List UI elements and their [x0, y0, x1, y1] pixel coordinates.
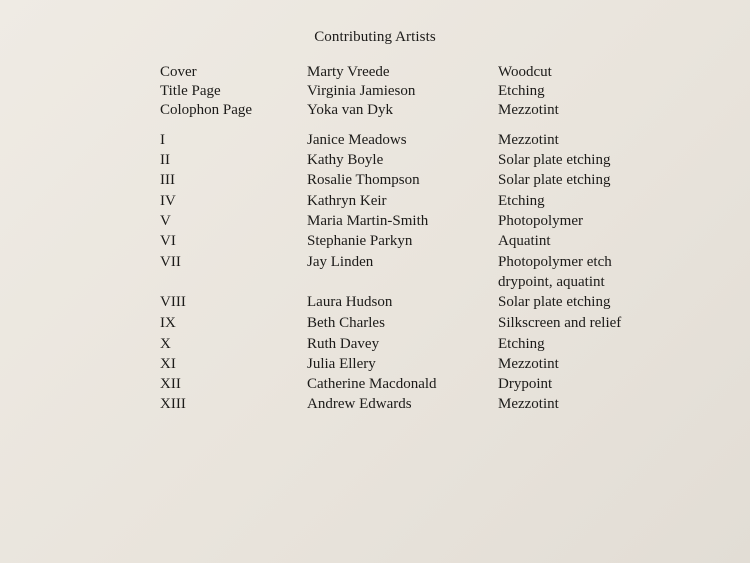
artist-name: Marty Vreede: [307, 64, 390, 80]
section-label: Colophon Page: [160, 102, 253, 118]
artist-name: Catherine Macdonald: [307, 376, 437, 392]
artist-name: Kathy Boyle: [307, 152, 384, 168]
section-label: II: [160, 152, 170, 168]
artist-name: Beth Charles: [307, 315, 385, 331]
technique: Photopolymer: [498, 213, 583, 229]
section-label: XII: [160, 376, 181, 392]
technique: Solar plate etching: [498, 152, 611, 168]
artist-name: Laura Hudson: [307, 294, 393, 310]
technique: Etching: [498, 336, 545, 352]
artist-name: Stephanie Parkyn: [307, 233, 413, 249]
technique: Solar plate etching: [498, 294, 611, 310]
artist-name: Janice Meadows: [307, 132, 407, 148]
section-label: VI: [160, 233, 176, 249]
section-label: I: [160, 132, 165, 148]
section-label: VII: [160, 254, 181, 270]
section-label: XI: [160, 356, 176, 372]
technique: Etching: [498, 83, 545, 99]
technique: Photopolymer etch: [498, 254, 612, 270]
artist-name: Yoka van Dyk: [307, 102, 393, 118]
artist-name: Julia Ellery: [307, 356, 376, 372]
section-label: III: [160, 172, 175, 188]
section-label: IX: [160, 315, 176, 331]
technique: Etching: [498, 193, 545, 209]
technique: Drypoint: [498, 376, 553, 392]
section-label: Cover: [160, 64, 197, 80]
technique-continuation: drypoint, aquatint: [498, 274, 605, 290]
section-label: IV: [160, 193, 176, 209]
technique: Mezzotint: [498, 132, 559, 148]
section-label: XIII: [160, 396, 186, 412]
section-label: X: [160, 336, 171, 352]
section-label: VIII: [160, 294, 186, 310]
technique: Solar plate etching: [498, 172, 611, 188]
technique: Mezzotint: [498, 102, 559, 118]
technique: Silkscreen and relief: [498, 315, 622, 331]
artist-name: Virginia Jamieson: [307, 83, 416, 99]
technique: Mezzotint: [498, 396, 559, 412]
artist-name: Ruth Davey: [307, 336, 380, 352]
artist-name: Rosalie Thompson: [307, 172, 420, 188]
section-label: V: [160, 213, 171, 229]
technique: Woodcut: [498, 64, 552, 80]
artist-name: Jay Linden: [307, 254, 374, 270]
artist-name: Andrew Edwards: [307, 396, 412, 412]
section-label: Title Page: [160, 83, 221, 99]
technique: Aquatint: [498, 233, 551, 249]
page-title: Contributing Artists: [314, 29, 436, 45]
artist-name: Kathryn Keir: [307, 193, 387, 209]
technique: Mezzotint: [498, 356, 559, 372]
artist-name: Maria Martin-Smith: [307, 213, 429, 229]
